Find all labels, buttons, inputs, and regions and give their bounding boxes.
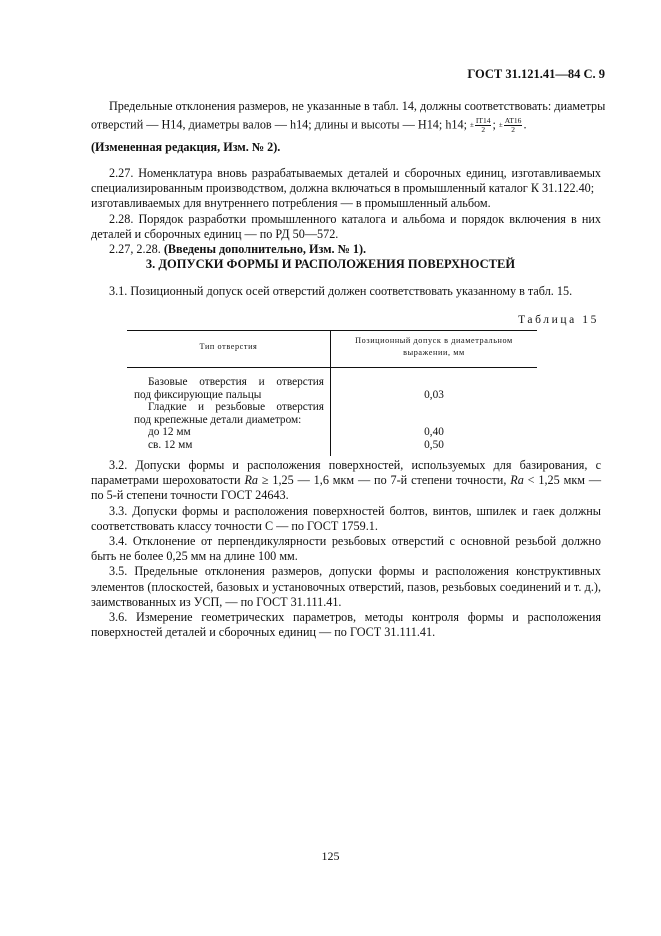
- text-run: < 1,25 мкм — по 5-й степени точности ГОСТ 24643.: [91, 473, 602, 503]
- terminator: .: [523, 117, 527, 132]
- row-text: под фиксирующие пальцы: [134, 388, 262, 401]
- note-bold: (Введены дополнительно, Изм. № 1).: [163, 242, 367, 257]
- fraction-denominator: 2: [481, 125, 486, 135]
- fraction-denominator: 2: [511, 125, 515, 135]
- plus-minus-sign: ±: [470, 121, 474, 130]
- paragraph-3-4: 3.4. Отклонение от перпендикулярности резьбовых отверстий с основной резьбой должно быть не более 0,25 мм на длине 100 мм.: [91, 534, 601, 564]
- table-15: [127, 330, 537, 456]
- amendment-note: (Измененная редакция, Изм. № 2).: [91, 140, 281, 155]
- paragraph-deviations: [91, 99, 606, 155]
- plus-minus-sign: ±: [498, 121, 503, 130]
- paragraph-text: 2.27. Номенклатура вновь разрабатываемых деталей и сборочных единиц, изготавливаемых специализированным производством, должна включаться в промышленный каталог К 31.122.40;: [91, 166, 601, 196]
- fraction-it14: [475, 117, 492, 134]
- spacer: [331, 414, 537, 427]
- paragraph-3-2: [91, 458, 601, 504]
- note-prefix: 2.27, 2.28.: [109, 242, 161, 257]
- column-header-tolerance: Позиционный допуск в диаметральном выражении, мм: [331, 331, 538, 368]
- paragraph-3-5: 3.5. Предельные отклонения размеров, допуски формы и расположения конструктивных элементов (плоскостей, базовых и установочных отверстий, пазов, резьбовых соединений и т. д.), заимствованных из УСП, — по ГОСТ 31.111.41.: [91, 564, 601, 609]
- ra-symbol: Ra: [510, 473, 524, 488]
- paragraph-text: 3.1. Позиционный допуск осей отверстий должен соответствовать указанному в табл. 15.: [109, 284, 573, 298]
- fraction-at16: [504, 117, 523, 134]
- spacer: [331, 376, 537, 389]
- page-header: ГОСТ 31.121.41—84 С. 9: [467, 67, 605, 81]
- row-text: до 12 мм: [148, 426, 191, 439]
- tolerance-value: 0,40: [424, 426, 444, 439]
- fraction-numerator: AT16: [504, 116, 522, 126]
- text-run: 3.2. Допуски формы и расположения поверхностей, используемых для базирования, с параметрами шероховатости: [91, 458, 601, 488]
- tolerance-value: 0,03: [424, 388, 444, 401]
- text-run: ≥ 1,25 — 1,6 мкм — по 7-й степени точности,: [261, 473, 507, 488]
- page-number: 125: [321, 849, 340, 863]
- paragraph-text: изготавливаемых для внутреннего потребления — в промышленный альбом.: [91, 196, 491, 211]
- paragraph-2-27: [91, 166, 601, 257]
- table-header-row: [127, 331, 537, 368]
- amendment-note: [91, 242, 601, 257]
- row-text: под крепежные детали диаметром:: [134, 413, 302, 426]
- tolerance-value: 0,50: [424, 438, 444, 451]
- row-text: Базовые отверстия и отверстия: [148, 376, 324, 388]
- column-header-hole-type: Тип отверстия: [199, 342, 258, 351]
- paragraph-3-6: 3.6. Измерение геометрических параметров, методы контроля формы и расположения поверхностей деталей и сборочных единиц — по ГОСТ 31.111.41.: [91, 610, 601, 640]
- table-body-row: [127, 368, 537, 456]
- text-run: отверстий — Н14, диаметры валов — h14; длины и высоты — Н14; h14;: [91, 117, 467, 132]
- paragraph-line: [91, 117, 601, 134]
- separator: ;: [492, 117, 496, 132]
- table-caption: Таблица 15: [518, 314, 599, 326]
- paragraph-2-28: 2.28. Порядок разработки промышленного каталога и альбома и порядок включения в них деталей и сборочных единиц — по РД 50—572.: [91, 211, 601, 241]
- hole-type-cell: [127, 368, 331, 456]
- paragraphs-3-2-to-3-6: [91, 458, 601, 640]
- spacer: [331, 401, 537, 414]
- fraction-numerator: IT14: [475, 116, 491, 126]
- row-text: св. 12 мм: [148, 438, 193, 451]
- ra-symbol: Ra: [244, 473, 258, 488]
- section-title: 3. ДОПУСКИ ФОРМЫ И РАСПОЛОЖЕНИЯ ПОВЕРХНОСТЕЙ: [145, 257, 516, 271]
- paragraph-3-1: [91, 284, 601, 299]
- row-text: Гладкие и резьбовые отверстия: [148, 401, 324, 414]
- paragraph-line: Предельные отклонения размеров, не указанные в табл. 14, должны соответствовать: диаметры: [109, 99, 606, 113]
- paragraph-3-3: 3.3. Допуски формы и расположения поверхностей болтов, винтов, шпилек и гаек должны соответствовать классу точности С — по ГОСТ 1759.1.: [91, 503, 601, 533]
- tolerance-cell: [331, 368, 538, 456]
